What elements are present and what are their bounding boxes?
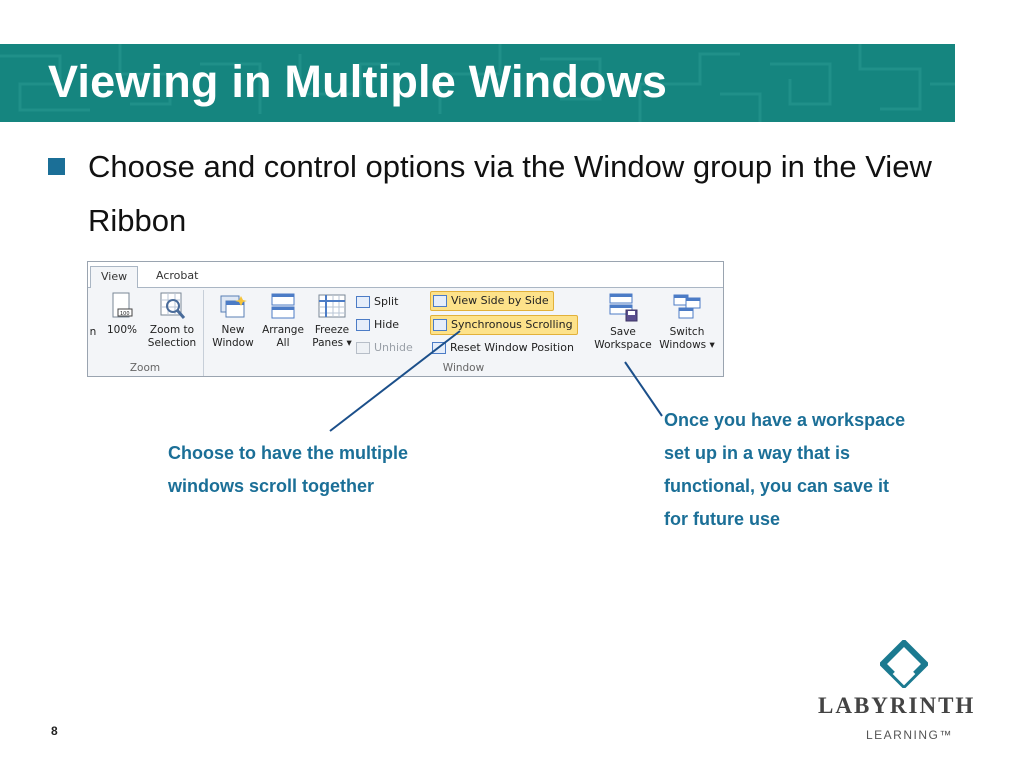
partial-zoom-label: n (89, 326, 97, 338)
bullet-text: Choose and control options via the Window group in the View Ribbon (88, 149, 932, 238)
page-number: 8 (51, 724, 58, 738)
tab-acrobat[interactable]: Acrobat (156, 269, 199, 282)
zoom-group-label: Zoom (129, 362, 161, 374)
zoom-to-selection-label-2: Selection (147, 337, 197, 349)
switch-windows-label-1: Switch (669, 326, 705, 338)
unhide-label: Unhide (374, 341, 413, 354)
freeze-panes-label-1: Freeze (314, 324, 350, 336)
callout-line-left (330, 331, 460, 431)
slide-title: Viewing in Multiple Windows (48, 56, 668, 107)
callout-right-line-4: for future use (664, 509, 781, 529)
callout-right-line-2: set up in a way that is (664, 443, 851, 463)
view-side-by-side-label: View Side by Side (451, 294, 549, 307)
callout-right-line-3: functional, you can save it (664, 476, 890, 496)
tab-view[interactable]: View (90, 266, 138, 288)
labyrinth-logo-icon (880, 640, 928, 688)
window-group-label: Window (442, 362, 485, 374)
logo-wordmark: LABYRINTH (818, 693, 976, 718)
logo-subtitle: LEARNING™ (866, 728, 953, 742)
callout-right-line-1: Once you have a workspace (664, 410, 906, 430)
reset-window-position-label: Reset Window Position (450, 341, 574, 354)
arrange-all-label-1: Arrange (262, 324, 304, 336)
hide-label: Hide (374, 318, 400, 331)
zoom-to-selection-label-1: Zoom to (149, 324, 195, 336)
callout-left-line-1: Choose to have the multiple (168, 443, 409, 463)
new-window-label-2: Window (212, 337, 254, 349)
zoom-100-label: 100% (106, 324, 138, 336)
callout-left (168, 437, 408, 503)
callout-left-line-2: windows scroll together (168, 476, 375, 496)
arrange-all-label-2: All (276, 337, 290, 349)
new-window-label-1: New (221, 324, 245, 336)
svg-text:100: 100 (120, 311, 130, 317)
callout-line-right (625, 362, 662, 416)
save-workspace-label-2: Workspace (594, 339, 652, 351)
save-workspace-label-1: Save (610, 326, 636, 338)
callout-right (664, 404, 905, 536)
freeze-panes-label-2: Panes ▾ (312, 337, 352, 349)
synchronous-scrolling-label: Synchronous Scrolling (451, 318, 573, 331)
switch-windows-label-2: Windows ▾ (659, 339, 715, 351)
split-label: Split (374, 295, 399, 308)
